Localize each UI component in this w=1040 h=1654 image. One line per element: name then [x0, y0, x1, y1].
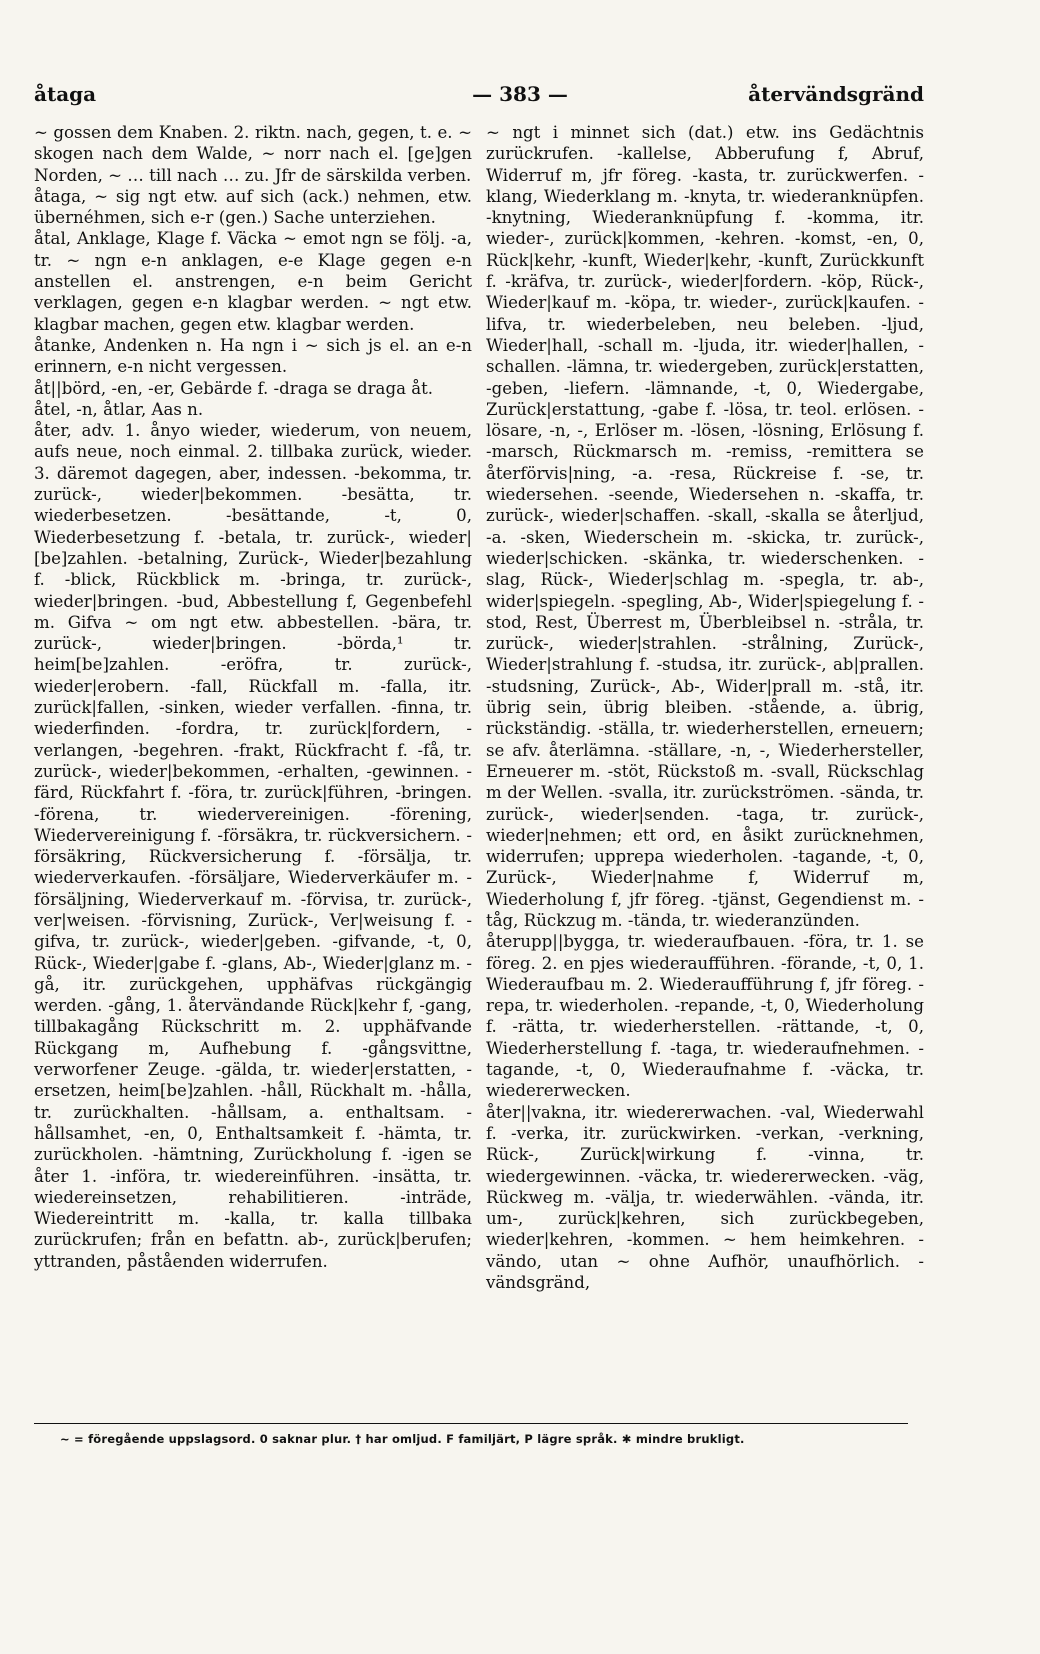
entry: åtel, -n, åtlar, Aas n. [34, 399, 204, 419]
entry: ~ gossen dem Knaben. 2. riktn. nach, gegen, t. e. ~ skogen nach dem Walde, ~ norr nach el. [ge]gen Norden, ~ … till nach … zu. Jfr de särskilda verben. [34, 123, 472, 185]
entry: åter, adv. 1. ånyo wieder, wiederum, von neuem, aufs neue, noch einmal. 2. tillbaka zurück, wieder. 3. däremot dagegen, aber, indessen. -bekomma, tr. zurück-, wieder|bekommen. -besätta, tr. wiederbesetzen. -besättande, -t, 0, Wiederbesetzung f. -betala, tr. zurück-, wieder|[be]zahlen. -betalning, Zurück-, Wieder|bezahlung f. -blick, Rückblick m. -bringa, tr. zurück-, wieder|bringen. -bud, Abbestellung f, Gegenbefehl m. Gifva ~ om ngt etw. abbestellen. -bära, tr. zurück-, wieder|bringen. -börda,¹ tr. heim[be]zahlen. -eröfra, tr. zurück-, wieder|erobern. -fall, Rückfall m. -falla, itr. zurück|fallen, -sinken, wieder verfallen. -finna, tr. wiederfinden. -fordra, tr. zurück|fordern, -verlangen, -begehren. -frakt, Rückfracht f. -få, tr. zurück-, wieder|bekommen, -erhalten, -gewinnen. -färd, Rückfahrt f. -föra, tr. zurück|führen, -bringen. -förena, tr. wiedervereinigen. -förening, Wiedervereinigung f. -försäkra, tr. rückversichern. -försäkring, Rückversicherung f. -försälja, tr. wiederverkaufen. -försäljare, Wiederverkäufer m. -försäljning, Wiederverkauf m. -förvisa, tr. zurück-, ver|weisen. -förvisning, Zurück-, Ver|weisung f. -gifva, tr. zurück-, wieder|geben. -gifvande, -t, 0, Rück-, Wieder|gabe f. -glans, Ab-, Wieder|glanz m. -gå, itr. zurückgehen, upphäfvas rückgängig werden. -gång, 1. återvändande Rück|kehr f, -gang, tillbakagång Rückschritt m. 2. upphäfvande Rückgang m, Aufhebung f. -gångsvittne, verworfener Zeuge. -gälda, tr. wieder|erstatten, -ersetzen, heim[be]zahlen. -håll, Rückhalt m. -hålla, tr. zurückhalten. -hållsam, a. enthaltsam. -hållsamhet, -en, 0, Enthaltsamkeit f. -hämta, tr. zurückholen. -hämtning, Zurückholung f. -igen se åter 1. -införa, tr. wiedereinführen. -insätta, tr. wiedereinsetzen, rehabilitieren. -inträde, Wiedereintritt m. -kalla, tr. kalla tillbaka zurückrufen; från en befattn. ab-, zurück|berufen; yttranden, påståenden widerrufen. [34, 421, 472, 1271]
left-column [34, 122, 472, 1272]
entry: åtanke, Andenken n. Ha ngn i ~ sich js el. an e-n erinnern, e-n nicht vergessen. [34, 335, 472, 377]
entry: åtaga, ~ sig ngt etw. auf sich (ack.) nehmen, etw. übernéhmen, sich e-r (gen.) Sache unterziehen. [34, 186, 472, 228]
footer-divider [34, 1423, 908, 1424]
entry: ~ ngt i minnet sich (dat.) etw. ins Gedächtnis zurückrufen. -kallelse, Abberufung f, Abruf, Widerruf m, jfr föreg. -kasta, tr. zurückwerfen. -klang, Wiederklang m. -knyta, tr. wiederanknüpfen. -knytning, Wiederanknüpfung f. -komma, itr. wieder-, zurück|kommen, -kehren. -komst, -en, 0, Rück|kehr, -kunft, Wieder|kehr, -kunft, Zurückkunft f. -kräfva, tr. zurück-, wieder|fordern. -köp, Rück-, Wieder|kauf m. -köpa, tr. wieder-, zurück|kaufen. -lifva, tr. wiederbeleben, neu beleben. -ljud, Wieder|hall, -schall m. -ljuda, itr. wieder|hallen, -schallen. -lämna, tr. wiedergeben, zurück|erstatten, -geben, -liefern. -lämnande, -t, 0, Wiedergabe, Zurück|erstattung, -gabe f. -lösa, tr. teol. erlösen. -lösare, -n, -, Erlöser m. -lösen, -lösning, Erlösung f. -marsch, Rückmarsch m. -remiss, -remittera se återförvis|ning, -a. -resa, Rückreise f. -se, tr. wiedersehen. -seende, Wiedersehen n. -skaffa, tr. zurück-, wieder|schaffen. -skall, -skalla se återljud, -a. -sken, Wiederschein m. -skicka, tr. zurück-, wieder|schicken. -skänka, tr. wiederschenken. -slag, Rück-, Wieder|schlag m. -spegla, tr. ab-, wider|spiegeln. -spegling, Ab-, Wider|spiegelung f. -stod, Rest, Überrest m, Überbleibsel n. -stråla, tr. zurück-, wieder|strahlen. -strålning, Zurück-, Wieder|strahlung f. -studsa, itr. zurück-, ab|prallen. -studsning, Zurück-, Ab-, Wider|prall m. -stå, itr. übrig sein, übrig bleiben. -stående, a. übrig, rückständig. -ställa, tr. wiederherstellen, erneuern; se afv. återlämna. -ställare, -n, -, Wiederhersteller, Erneuerer m. -stöt, Rückstoß m. -svall, Rückschlag m der Wellen. -svalla, itr. zurückströmen. -sända, tr. zurück-, wieder|senden. -taga, tr. zurück-, wieder|nehmen; ett ord, en åsikt zurücknehmen, widerrufen; upprepa wiederholen. -tagande, -t, 0, Zurück-, Wieder|nahme f, Widerruf m, Wiederholung f, jfr föreg. -tjänst, Gegendienst m. -tåg, Rückzug m. -tända, tr. wiederanzünden. [486, 123, 924, 930]
entry: åt||börd, -en, -er, Gebärde f. -draga se draga åt. [34, 378, 434, 398]
header-last-word: återvändsgränd [748, 82, 924, 106]
abbreviation-legend: ~ = föregående uppslagsord. 0 saknar plur. † har omljud. F familjärt, P lägre språk. ✱ mindre brukligt. [60, 1432, 745, 1446]
entry: återupp||bygga, tr. wiederaufbauen. -föra, tr. 1. se föreg. 2. en pjes wiederaufführen. -förande, -t, 0, 1. Wiederaufbau m. 2. Wiederaufführung f, jfr föreg. -repa, tr. wiederholen. -repande, -t, 0, Wiederholung f. -rätta, tr. wiederherstellen. -rättande, -t, 0, Wiederherstellung f. -taga, tr. wiederaufnehmen. -tagande, -t, 0, Wiederaufnahme f. -väcka, tr. wiedererwecken. [486, 932, 924, 1101]
entry: åtal, Anklage, Klage f. Väcka ~ emot ngn se följ. -a, tr. ~ ngn e-n anklagen, e-e Klage gegen e-n anstellen el. anstrengen, e-n beim Gericht verklagen, gegen e-n klagbar werden. ~ ngt etw. klagbar machen, gegen etw. klagbar werden. [34, 229, 472, 334]
entry: åter||vakna, itr. wiedererwachen. -val, Wiederwahl f. -verka, itr. zurückwirken. -verkan, -verkning, Rück-, Zurück|wirkung f. -vinna, tr. wiedergewinnen. -väcka, tr. wiedererwecken. -väg, Rückweg m. -välja, tr. wiederwählen. -vända, itr. um-, zurück|kehren, sich zurückbegeben, wieder|kehren, -kommen. ~ hem heimkehren. -vändo, utan ~ ohne Aufhör, unaufhörlich. -vändsgränd, [486, 1102, 924, 1293]
right-column [486, 122, 924, 1293]
header-first-word: åtaga [34, 82, 97, 106]
page-number: — 383 — [472, 82, 568, 106]
